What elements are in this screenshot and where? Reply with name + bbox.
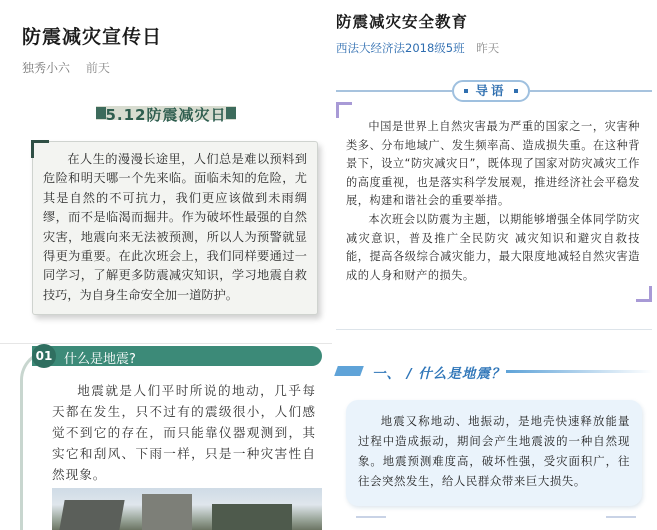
article-right[interactable]: [332, 0, 657, 530]
dash-line: [606, 516, 636, 518]
house-shape: [142, 494, 192, 530]
banner-text: 5.12防震减灾日: [105, 106, 227, 124]
author-name[interactable]: 独秀小六: [22, 61, 71, 75]
intro-box: [32, 141, 318, 315]
definition-box: [346, 400, 642, 506]
section-number: 01: [32, 344, 56, 368]
section-divider: [336, 329, 652, 330]
article-title: 防震减灾安全教育: [336, 13, 469, 31]
section-body: 地震就是人们平时所说的地动，几乎每天都在发生，只不过有的震级很小，人们感觉不到它的存在，而只能靠仪器观测到，其实它和刮风、下雨一样，只是一种灾害性自然现象。: [52, 383, 316, 482]
guide-paragraph: 本次班会以防震为主题，以期能够增强全体同学防灾减灾意识，普及推广全民防灾 减灾知识和避灾自救技能，提高各级综合减灾能力，最大限度地减轻自然灾害造成的人身和财产的损失。: [346, 212, 640, 282]
guide-line: [530, 90, 652, 92]
guide-box: [336, 102, 652, 302]
date-banner: [96, 100, 236, 126]
definition-text: 地震又称地动、地振动，是地壳快速释放能量过程中造成振动，期间会产生地震波的一种自然现象。地震预测难度高，破坏性强，受灾面积广，往往会突然发生，给人民群众带来巨大损失。: [358, 414, 630, 488]
section-title: 一、 / 什么是地震？: [372, 366, 506, 382]
article-title: 防震减灾宣传日: [22, 26, 163, 48]
house-shape: [212, 504, 292, 530]
guide-line: [336, 90, 452, 92]
stripe-icon: [334, 366, 364, 376]
house-shape: [59, 500, 124, 530]
bottom-decoration: [356, 512, 636, 530]
guide-paragraph: 中国是世界上自然灾害最为严重的国家之一，灾害种类多、分布地域广、发生频率高、造成损失重。在这种背景下，设立“防灾减灾日”，既体现了国家对防灾减灾工作的高度重视，也是落实科学发展观，推进经济社会平稳发展，构建和谐社会的重要举措。: [346, 120, 640, 208]
intro-text: 在人生的漫漫长途里，人们总是难以预料到危险和明天哪一个先来临。面临未知的危险，尤其是自然的不可抗力，我们更应该做到未雨绸缪，而不是临渴而掘井。作为破坏性最强的自然灾害，地震向来无法被预测，所以人为预警就显得更为重要。在此次班会上，我们同样要通过一同学习，了解更多防震减灾知识，学习地震自救技巧，为自身生命安全加一道防护。: [43, 152, 307, 302]
author-name[interactable]: 西法大经济法2018级5班: [336, 41, 465, 55]
publish-time: 昨天: [476, 41, 500, 55]
article-meta: [22, 59, 110, 76]
section-title: 什么是地震?: [64, 352, 136, 367]
village-photo[interactable]: [52, 488, 322, 530]
corner-decoration: [31, 140, 49, 158]
corner-decoration: [636, 286, 652, 302]
guide-label: 导语: [452, 80, 530, 102]
section-header: [336, 354, 652, 388]
fade-line: [506, 370, 652, 373]
article-meta: [336, 40, 499, 56]
dash-line: [356, 516, 386, 518]
section-divider: [0, 343, 332, 344]
publish-time: 前天: [85, 61, 110, 75]
